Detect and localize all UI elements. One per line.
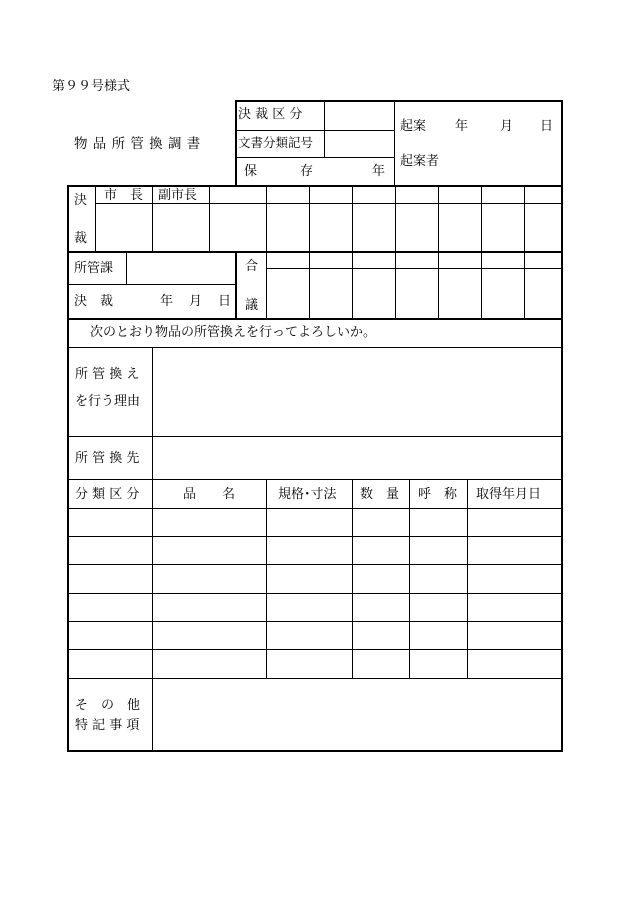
decision-year-label: 年 [160, 294, 174, 309]
drafted-month-label: 月 [500, 119, 514, 134]
table-header-item-name: 品 名 [183, 487, 236, 502]
consult-top-label: 合 [245, 259, 259, 274]
consult-bottom-label: 議 [245, 298, 259, 313]
drafter-label: 起案者 [400, 154, 440, 169]
doc-class-no-label: 文書分類記号 [238, 135, 314, 150]
retention-label-left: 保 [244, 164, 258, 179]
retention-label-mid: 存 [300, 164, 314, 179]
table-header-quantity: 数 量 [360, 487, 400, 502]
dept-decision-label: 決 裁 [74, 294, 114, 309]
mayor-label: 市 長 [104, 188, 144, 203]
destination-label: 所 管 換 先 [75, 451, 140, 466]
remarks-label-line1: そ の 他 [75, 698, 141, 713]
reason-label-line1: 所 管 換 え [75, 367, 140, 382]
drafted-label: 起案 [400, 119, 427, 134]
decision-class-label: 決 裁 区 分 [238, 107, 303, 122]
form-number: 第９９号様式 [52, 79, 131, 94]
table-header-acquired-date: 取得年月日 [476, 487, 542, 502]
drafted-day-label: 日 [540, 119, 554, 134]
decision-month-label: 月 [189, 294, 203, 309]
dept-label: 所管課 [74, 261, 114, 276]
remarks-label-line2: 特 記 事 項 [75, 718, 140, 733]
document-title: 物 品 所 管 換 調 書 [74, 136, 201, 152]
approval-ketsu-label: 決 [74, 193, 88, 208]
table-header-unit: 呼 称 [418, 487, 458, 502]
decision-day-label: 日 [218, 294, 232, 309]
table-header-category: 分 類 区 分 [75, 487, 140, 502]
retention-year-label: 年 [372, 164, 386, 179]
drafted-year-label: 年 [455, 119, 469, 134]
table-header-spec: 規格･寸法 [278, 487, 337, 502]
vice-mayor-label: 副市長 [158, 188, 198, 203]
request-statement: 次のとおり物品の所管換えを行ってよろしいか。 [90, 325, 377, 340]
reason-label-line2: を行う理由 [75, 394, 141, 409]
approval-sai-label: 裁 [74, 231, 88, 246]
